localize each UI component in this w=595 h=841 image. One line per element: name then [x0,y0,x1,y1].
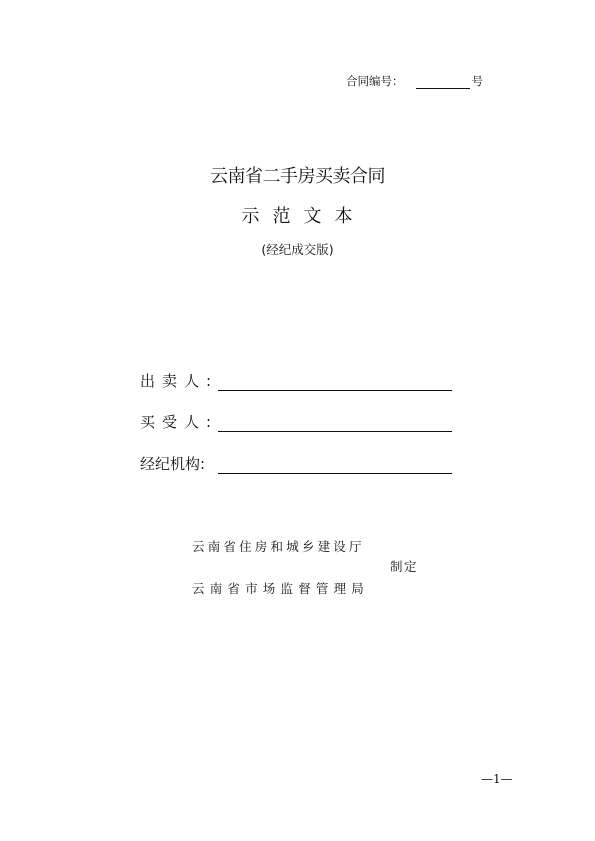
agent-blank-line [218,459,452,474]
page-number: —1— [481,772,513,786]
buyer-blank-line [218,417,452,432]
seller-label: 出卖人: [140,372,219,390]
contract-number-blank [416,76,470,89]
document-subtitle: 示范文本 [241,206,366,227]
issuer-suffix: 制定 [390,559,419,574]
buyer-row [140,411,452,432]
issuer-housing-department: 云南省住房和城乡建设厅 [192,539,365,554]
document-edition: (经纪成交版) [261,242,334,257]
agent-label: 经纪机构: [140,455,206,473]
contract-number [346,73,483,89]
contract-number-label: 合同编号： [346,74,404,88]
issuer-market-regulation: 云南省市场监督管理局 [192,581,370,596]
seller-blank-line [218,376,452,391]
seller-row [140,370,452,391]
buyer-label: 买受人: [140,413,219,431]
agent-row [140,453,452,474]
document-title: 云南省二手房买卖合同 [210,166,385,187]
contract-number-suffix: 号 [471,74,483,88]
